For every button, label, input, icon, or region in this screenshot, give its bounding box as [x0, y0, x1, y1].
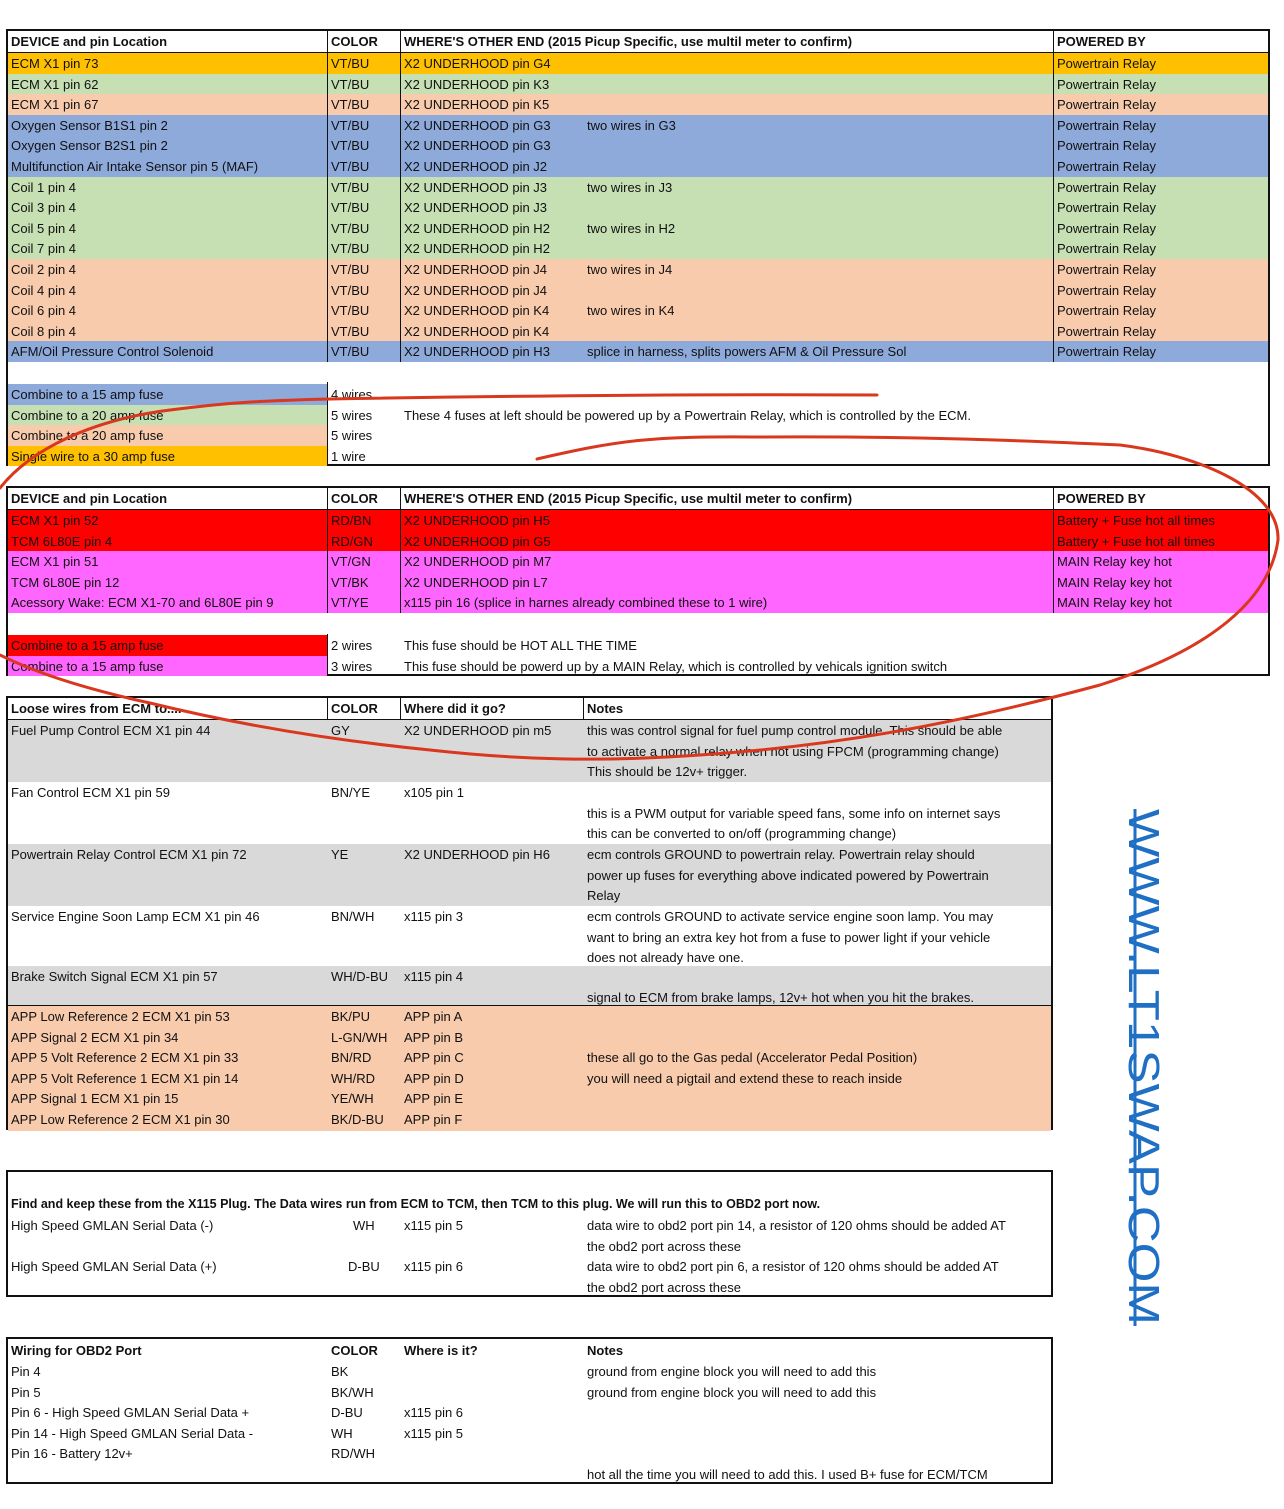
other-end-cell: X2 UNDERHOOD pin H5 — [404, 513, 550, 528]
color-cell: WH/RD — [331, 1070, 376, 1086]
notes-line: This should be 12v+ trigger. — [587, 764, 748, 780]
table-row — [8, 53, 1268, 74]
table-row — [8, 218, 1268, 239]
powered-by-cell: Powertrain Relay — [1057, 241, 1156, 257]
other-end-cell: X2 UNDERHOOD pin K5 — [404, 97, 550, 113]
notes-line: this is a PWM output for variable speed fans, some info on internet says — [587, 805, 1001, 821]
color-cell: VT/BK — [331, 574, 369, 590]
fuse-note: These 4 fuses at left should be powered up by a Powertrain Relay, which is controlled by the ECM. — [404, 408, 971, 423]
table-row — [8, 1068, 1051, 1089]
device-cell: Coil 4 pin 4 — [11, 282, 77, 298]
notes-line: ecm controls GROUND to powertrain relay. Powertrain relay should — [587, 847, 975, 862]
other-end-cell: X2 UNDERHOOD pin H3 — [404, 344, 550, 360]
obd2-port-table — [6, 1337, 1053, 1484]
header-other-end: WHERE'S OTHER END (2015 Picup Specific, use multil meter to confirm) — [404, 491, 853, 506]
powered-by-cell: Battery + Fuse hot all times — [1057, 513, 1215, 528]
table-row — [8, 1361, 1051, 1382]
where-cell: APP pin B — [404, 1029, 464, 1045]
notes-line: does not already have one. — [587, 950, 744, 966]
header-where: Where did it go? — [404, 701, 506, 716]
watermark-text: WWW.LT1SWAP.COM — [1119, 809, 1168, 1254]
notes-cell: hot all the time you will need to add this. I used B+ fuse for ECM/TCM — [587, 1467, 988, 1482]
pin-cell: Pin 5 — [11, 1384, 41, 1400]
powered-by-cell: Powertrain Relay — [1057, 159, 1156, 174]
wire-name-cell: Brake Switch Signal ECM X1 pin 57 — [11, 969, 218, 984]
wire-name-cell: Service Engine Soon Lamp ECM X1 pin 46 — [11, 909, 260, 924]
notes-cell: these all go to the Gas pedal (Accelerator Pedal Position) — [587, 1050, 918, 1066]
color-cell: VT/GN — [331, 554, 371, 570]
table-row — [8, 782, 1051, 844]
color-cell: WH — [353, 1218, 375, 1233]
notes-cell: you will need a pigtail and extend these to reach inside — [587, 1070, 903, 1086]
where-cell: X2 UNDERHOOD pin H6 — [404, 847, 550, 862]
note-cell: two wires in K4 — [587, 303, 675, 319]
table-row — [8, 1464, 1051, 1485]
color-cell: YE — [331, 847, 349, 862]
powered-by-cell: MAIN Relay key hot — [1057, 574, 1172, 590]
other-end-cell: X2 UNDERHOOD pin L7 — [404, 574, 548, 590]
notes-line: Relay — [587, 888, 621, 904]
x115-plug-title: Find and keep these from the X115 Plug. The Data wires run from ECM to TCM, then TCM to this plug. We will run this to OBD2 port now. — [11, 1197, 821, 1211]
color-cell: VT/BU — [331, 282, 370, 298]
where-cell: x115 pin 6 — [404, 1405, 464, 1421]
wire-name-cell: APP Low Reference 2 ECM X1 pin 30 — [11, 1112, 230, 1127]
other-end-cell: X2 UNDERHOOD pin H2 — [404, 220, 550, 236]
header-color: COLOR — [331, 701, 378, 716]
header-device: DEVICE and pin Location — [11, 34, 168, 49]
table-row — [8, 300, 1268, 321]
other-end-cell: X2 UNDERHOOD pin H2 — [404, 241, 550, 257]
fuse-label — [8, 384, 327, 405]
fuse-label — [8, 425, 327, 446]
where-cell: x115 pin 3 — [404, 909, 464, 924]
table-row — [8, 280, 1268, 301]
color-cell: D-BU — [331, 1405, 363, 1421]
color-cell: BK/D-BU — [331, 1112, 384, 1127]
notes-line: data wire to obd2 port pin 14, a resistor of 120 ohms should be added AT — [587, 1218, 1006, 1233]
notes-line: this was control signal for fuel pump control module. This should be able — [587, 723, 1003, 738]
device-cell: Oxygen Sensor B1S1 pin 2 — [11, 117, 168, 133]
other-end-cell: X2 UNDERHOOD pin G5 — [404, 533, 551, 549]
table-row — [8, 592, 1268, 613]
where-cell: X2 UNDERHOOD pin m5 — [404, 723, 552, 738]
powered-by-cell: Powertrain Relay — [1057, 303, 1156, 319]
note-cell: two wires in J3 — [587, 179, 673, 195]
table-row — [8, 341, 1268, 362]
app-pedal-group — [8, 1005, 1051, 1131]
fuse-label — [8, 405, 327, 426]
fuse-wire-count: 2 wires — [331, 638, 373, 653]
powered-by-cell: Powertrain Relay — [1057, 56, 1156, 71]
device-cell: ECM X1 pin 52 — [11, 513, 99, 528]
color-cell: VT/BU — [331, 200, 370, 216]
note-cell: two wires in J4 — [587, 262, 673, 277]
where-cell: APP pin F — [404, 1112, 463, 1127]
fuse-label-text: Combine to a 15 amp fuse — [11, 658, 164, 674]
color-cell: VT/BU — [331, 262, 370, 277]
color-cell: RD/BN — [331, 513, 372, 528]
color-cell: BN/RD — [331, 1050, 372, 1066]
color-cell: RD/WH — [331, 1446, 376, 1462]
table-row — [8, 1423, 1051, 1444]
notes-line: the obd2 port across these — [587, 1238, 741, 1254]
notes-line: ecm controls GROUND to activate service engine soon lamp. You may — [587, 909, 994, 924]
color-cell: VT/BU — [331, 97, 370, 113]
other-end-cell: X2 UNDERHOOD pin J4 — [404, 262, 548, 277]
table-row — [8, 720, 1051, 782]
powertrain-relay-table — [6, 29, 1270, 466]
pin-cell: Pin 4 — [11, 1364, 41, 1379]
notes-line: to activate a normal relay when not using FPCM (programming change) — [587, 743, 999, 759]
fuse-wire-count: 4 wires — [331, 387, 373, 402]
table-row — [8, 74, 1268, 95]
table-row — [8, 906, 1051, 966]
color-cell: BK/WH — [331, 1384, 374, 1400]
fuse-wire-count: 5 wires — [331, 407, 373, 423]
color-cell: RD/GN — [331, 533, 373, 549]
color-cell: VT/YE — [331, 595, 369, 611]
color-cell: VT/BU — [331, 241, 370, 257]
wire-name-cell: High Speed GMLAN Serial Data (+) — [11, 1259, 217, 1274]
note-cell: splice in harness, splits powers AFM & Oil Pressure Sol — [587, 344, 907, 360]
powered-by-cell: Powertrain Relay — [1057, 200, 1156, 216]
color-cell: BK — [331, 1364, 349, 1379]
table-row — [8, 1109, 1051, 1130]
table-row — [8, 259, 1268, 280]
table-row — [8, 238, 1268, 259]
color-cell: L-GN/WH — [331, 1029, 388, 1045]
x115-plug-table — [6, 1170, 1053, 1297]
where-cell: x115 pin 4 — [404, 969, 464, 984]
header-notes: Notes — [587, 1343, 624, 1358]
device-cell: Coil 3 pin 4 — [11, 200, 77, 216]
color-cell: VT/BU — [331, 138, 370, 154]
powered-by-cell: MAIN Relay key hot — [1057, 595, 1172, 611]
powered-by-cell: Powertrain Relay — [1057, 179, 1156, 195]
device-cell: Coil 1 pin 4 — [11, 179, 77, 195]
powered-by-cell: Powertrain Relay — [1057, 282, 1156, 298]
color-cell: BN/WH — [331, 909, 375, 924]
color-cell: VT/BU — [331, 220, 370, 236]
powered-by-cell: Powertrain Relay — [1057, 220, 1156, 236]
powered-by-cell: MAIN Relay key hot — [1057, 554, 1172, 570]
pin-cell: Pin 16 - Battery 12v+ — [11, 1446, 133, 1462]
other-end-cell: X2 UNDERHOOD pin J2 — [404, 159, 548, 174]
table-row — [8, 321, 1268, 342]
device-cell: ECM X1 pin 67 — [11, 97, 99, 113]
pin-cell: Pin 14 - High Speed GMLAN Serial Data - — [11, 1425, 254, 1441]
table-header — [8, 698, 1051, 719]
table-row — [8, 531, 1268, 552]
powered-by-cell: Powertrain Relay — [1057, 262, 1156, 277]
device-cell: TCM 6L80E pin 4 — [11, 533, 113, 549]
color-cell: VT/BU — [331, 159, 370, 174]
where-cell: x115 pin 5 — [404, 1425, 464, 1441]
wire-name-cell: APP 5 Volt Reference 2 ECM X1 pin 33 — [11, 1050, 239, 1066]
other-end-cell: X2 UNDERHOOD pin K4 — [404, 303, 550, 319]
header-powered-by: POWERED BY — [1057, 34, 1146, 49]
table-row — [8, 1256, 1051, 1297]
notes-line: want to bring an extra key hot from a fuse to power light if your vehicle — [587, 929, 991, 945]
device-cell: Coil 6 pin 4 — [11, 303, 77, 319]
wire-name-cell: Powertrain Relay Control ECM X1 pin 72 — [11, 847, 247, 862]
wire-name-cell: APP Signal 2 ECM X1 pin 34 — [11, 1029, 179, 1045]
table-header — [8, 1340, 1051, 1361]
other-end-cell: X2 UNDERHOOD pin K4 — [404, 323, 550, 339]
color-cell: YE/WH — [331, 1091, 374, 1107]
other-end-cell: X2 UNDERHOOD pin J4 — [404, 282, 548, 298]
wire-name-cell: APP 5 Volt Reference 1 ECM X1 pin 14 — [11, 1070, 239, 1086]
table-row — [8, 1047, 1051, 1068]
table-row — [8, 197, 1268, 218]
fuse-note: This fuse should be powerd up by a MAIN Relay, which is controlled by vehicals ignition switch — [404, 658, 948, 674]
table-row — [8, 156, 1268, 177]
fuse-wire-count: 1 wire — [331, 448, 366, 464]
other-end-cell: X2 UNDERHOOD pin G3 — [404, 138, 551, 154]
header-where-is-it: Where is it? — [404, 1343, 478, 1358]
device-cell: ECM X1 pin 51 — [11, 554, 99, 570]
header-loose-wires: Loose wires from ECM to.... — [11, 701, 182, 716]
where-cell: APP pin D — [404, 1070, 464, 1086]
color-cell: BK/PU — [331, 1009, 371, 1024]
header-powered-by: POWERED BY — [1057, 491, 1146, 506]
table-row — [8, 572, 1268, 593]
notes-line: power up fuses for everything above indicated powered by Powertrain — [587, 867, 989, 883]
table-header — [8, 488, 1268, 509]
table-row — [8, 115, 1268, 136]
table-row — [8, 135, 1268, 156]
header-color: COLOR — [331, 1343, 378, 1358]
color-cell: D-BU — [348, 1259, 380, 1274]
device-cell: ECM X1 pin 62 — [11, 76, 99, 92]
device-cell: Coil 2 pin 4 — [11, 262, 77, 277]
powered-by-cell: Battery + Fuse hot all times — [1057, 533, 1215, 549]
fuse-label — [8, 635, 327, 656]
device-cell: Coil 5 pin 4 — [11, 220, 77, 236]
fuse-note: This fuse should be HOT ALL THE TIME — [404, 638, 637, 653]
powered-by-cell: Powertrain Relay — [1057, 117, 1156, 133]
wire-name-cell: Fan Control ECM X1 pin 59 — [11, 785, 170, 800]
fuse-label-text: Combine to a 15 amp fuse — [11, 387, 164, 402]
header-notes: Notes — [587, 701, 624, 716]
other-end-cell: X2 UNDERHOOD pin G3 — [404, 117, 551, 133]
fuse-wire-count: 5 wires — [331, 428, 373, 444]
table-row — [8, 1443, 1051, 1464]
fuse-label-text: Combine to a 20 amp fuse — [11, 407, 164, 423]
table-row — [8, 1402, 1051, 1423]
device-cell: Coil 8 pin 4 — [11, 323, 77, 339]
header-color: COLOR — [331, 491, 378, 506]
table-row — [8, 551, 1268, 572]
notes-line: this can be converted to on/off (programming change) — [587, 826, 897, 842]
device-cell: TCM 6L80E pin 12 — [11, 574, 120, 590]
wire-name-cell: APP Signal 1 ECM X1 pin 15 — [11, 1091, 179, 1107]
website-watermark — [1115, 805, 1175, 1330]
table-row — [8, 1088, 1051, 1109]
powered-by-cell: Powertrain Relay — [1057, 76, 1156, 92]
wire-name-cell: High Speed GMLAN Serial Data (-) — [11, 1218, 214, 1233]
powered-by-cell: Powertrain Relay — [1057, 97, 1156, 113]
wire-name-cell: Fuel Pump Control ECM X1 pin 44 — [11, 723, 211, 738]
powered-by-cell: Powertrain Relay — [1057, 138, 1156, 154]
notes-line: the obd2 port across these — [587, 1279, 741, 1295]
table-row — [8, 844, 1051, 906]
notes-line: signal to ECM from brake lamps, 12v+ hot when you hit the brakes. — [587, 989, 974, 1005]
note-cell: two wires in H2 — [587, 220, 676, 236]
color-cell: VT/BU — [331, 56, 370, 71]
color-cell: VT/BU — [331, 117, 370, 133]
color-cell: VT/BU — [331, 303, 370, 319]
fuse-label — [8, 446, 327, 467]
other-end-cell: X2 UNDERHOOD pin G4 — [404, 56, 551, 71]
header-device: DEVICE and pin Location — [11, 491, 168, 506]
notes-line: data wire to obd2 port pin 6, a resistor of 120 ohms should be added AT — [587, 1259, 999, 1274]
note-cell: two wires in G3 — [587, 117, 676, 133]
device-cell: Oxygen Sensor B2S1 pin 2 — [11, 138, 168, 154]
fuse-label-text: Combine to a 15 amp fuse — [11, 638, 164, 653]
table-header — [8, 31, 1268, 52]
color-cell: WH/D-BU — [331, 969, 389, 984]
fuse-label — [8, 656, 327, 677]
color-cell: WH — [331, 1425, 353, 1441]
where-cell: APP pin C — [404, 1050, 464, 1066]
table-row — [8, 177, 1268, 198]
powered-by-cell: Powertrain Relay — [1057, 323, 1156, 339]
table-row — [8, 1027, 1051, 1048]
color-cell: GY — [331, 723, 350, 738]
table-row — [8, 966, 1051, 1006]
wire-name-cell: APP Low Reference 2 ECM X1 pin 53 — [11, 1009, 230, 1024]
other-end-cell: X2 UNDERHOOD pin M7 — [404, 554, 552, 570]
device-cell: Acessory Wake: ECM X1-70 and 6L80E pin 9 — [11, 595, 274, 611]
where-cell: APP pin A — [404, 1009, 463, 1024]
color-cell: VT/BU — [331, 179, 370, 195]
color-cell: VT/BU — [331, 344, 370, 360]
main-relay-table — [6, 486, 1270, 676]
other-end-cell: X2 UNDERHOOD pin J3 — [404, 200, 548, 216]
other-end-cell: x115 pin 16 (splice in harnes already combined these to 1 wire) — [404, 595, 768, 611]
where-cell: x115 pin 6 — [404, 1259, 464, 1274]
table-row — [8, 1006, 1051, 1027]
other-end-cell: X2 UNDERHOOD pin J3 — [404, 179, 548, 195]
fuse-wire-count: 3 wires — [331, 658, 373, 674]
loose-wires-table — [6, 696, 1053, 1130]
device-cell: ECM X1 pin 73 — [11, 56, 99, 71]
header-wiring-obd2: Wiring for OBD2 Port — [11, 1343, 142, 1358]
device-cell: AFM/Oil Pressure Control Solenoid — [11, 344, 214, 360]
device-cell: Multifunction Air Intake Sensor pin 5 (MAF) — [11, 159, 259, 174]
table-row — [8, 1215, 1051, 1256]
color-cell: BN/YE — [331, 785, 371, 800]
device-cell: Coil 7 pin 4 — [11, 241, 77, 257]
where-cell: APP pin E — [404, 1091, 464, 1107]
color-cell: VT/BU — [331, 76, 370, 92]
fuse-label-text: Combine to a 20 amp fuse — [11, 428, 164, 444]
powered-by-cell: Powertrain Relay — [1057, 344, 1156, 360]
header-other-end: WHERE'S OTHER END (2015 Picup Specific, use multil meter to confirm) — [404, 34, 853, 49]
notes-cell: ground from engine block you will need to add this — [587, 1364, 877, 1379]
notes-cell: ground from engine block you will need to add this — [587, 1384, 877, 1400]
where-cell: x115 pin 5 — [404, 1218, 464, 1233]
color-cell: VT/BU — [331, 323, 370, 339]
other-end-cell: X2 UNDERHOOD pin K3 — [404, 76, 550, 92]
header-color: COLOR — [331, 34, 378, 49]
table-row — [8, 94, 1268, 115]
table-row — [8, 1382, 1051, 1403]
where-cell: x105 pin 1 — [404, 785, 464, 800]
table-row — [8, 510, 1268, 531]
fuse-label-text: Single wire to a 30 amp fuse — [11, 448, 176, 464]
pin-cell: Pin 6 - High Speed GMLAN Serial Data + — [11, 1405, 250, 1421]
